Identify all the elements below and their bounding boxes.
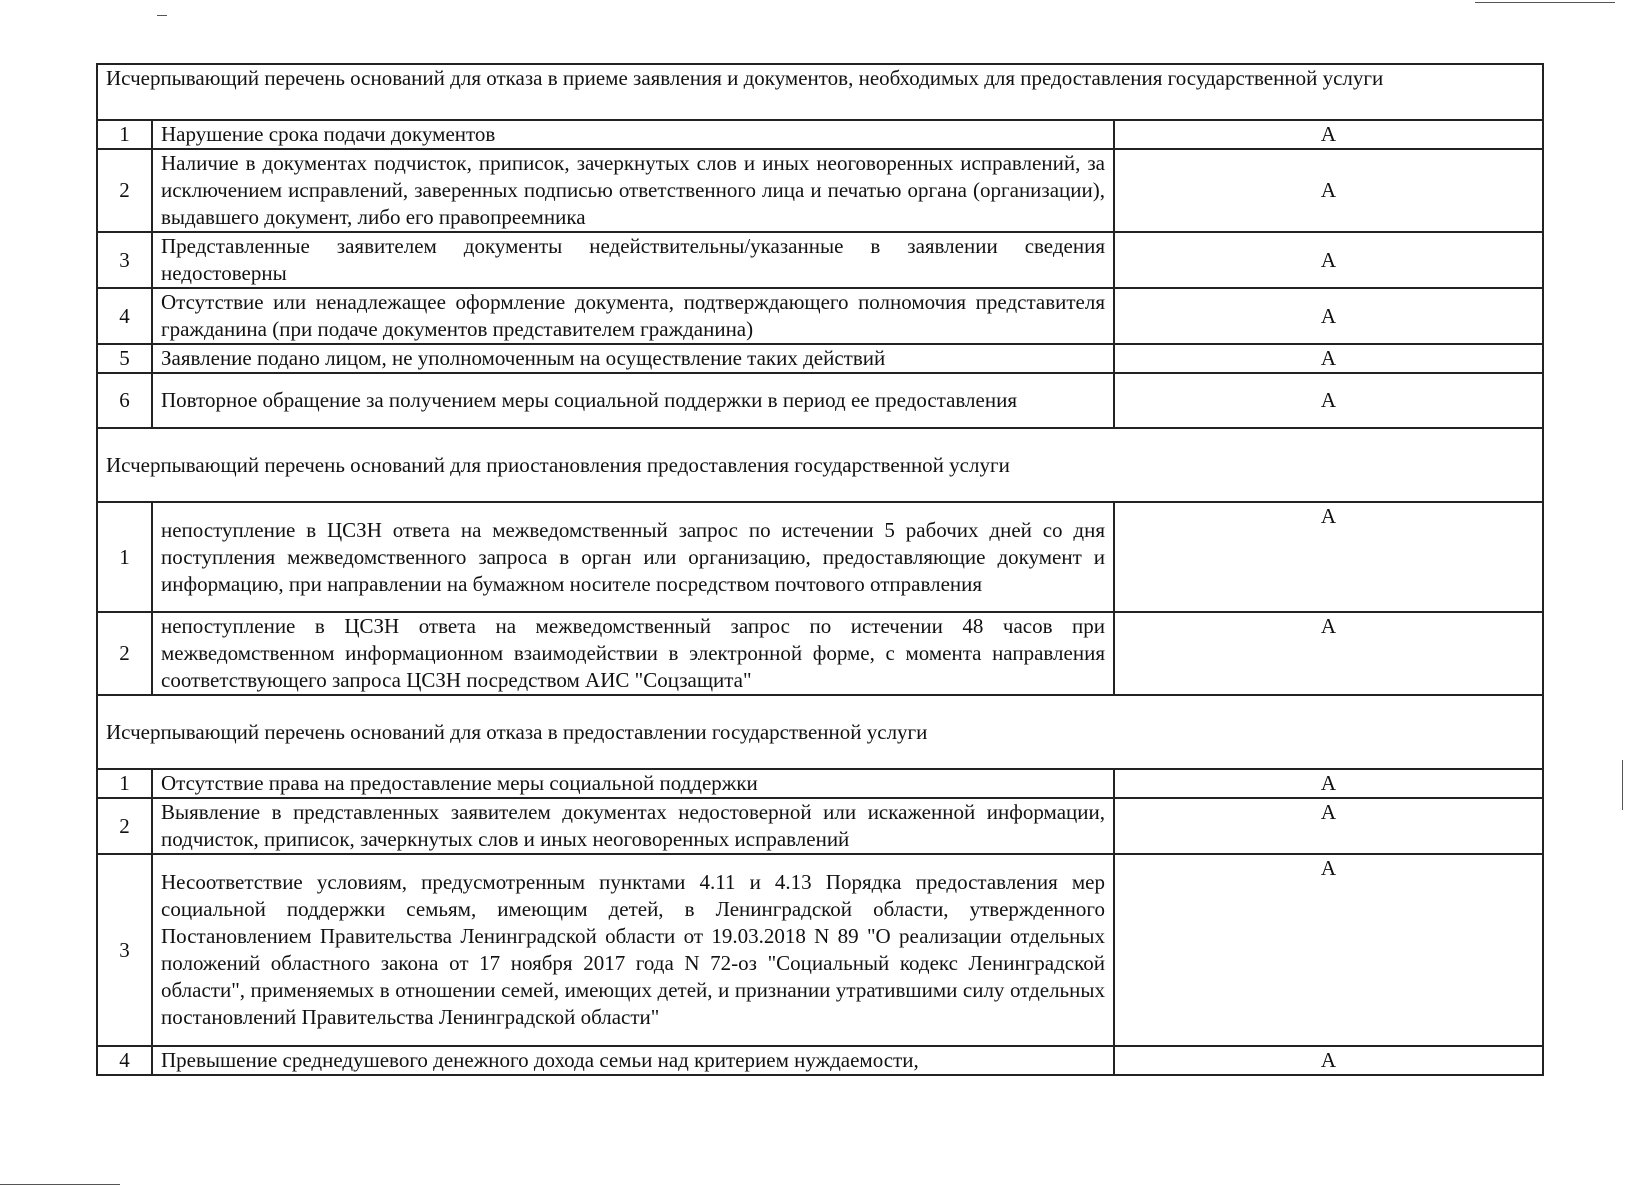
row-text: Заявление подано лицом, не уполномоченным на осуществление таких действий [152,344,1114,373]
row-text: непоступление в ЦСЗН ответа на межведомственный запрос по истечении 48 часов при межведомственном информационном взаимодействии в электронной форме, с момента направления соответствующего запроса ЦСЗН посредством АИС "Соцзащита" [152,612,1114,695]
row-number: 2 [97,612,152,695]
row-value: А [1114,344,1543,373]
table-row [97,612,1543,695]
row-text: Нарушение срока подачи документов [152,120,1114,149]
row-text: Выявление в представленных заявителем документах недостоверной или искаженной информации, подчисток, приписок, зачеркнутых слов и иных неоговоренных исправлений [152,798,1114,854]
table-row [97,769,1543,798]
section-heading-row [97,64,1543,120]
row-text: Отсутствие права на предоставление меры социальной поддержки [152,769,1114,798]
scan-mark-right-edge [1622,760,1623,810]
row-number: 4 [97,1046,152,1075]
row-text: Отсутствие или ненадлежащее оформление документа, подтверждающего полномочия представителя гражданина (при подаче документов представителем гражданина) [152,288,1114,344]
table-row [97,502,1543,612]
section-heading-row [97,695,1543,769]
row-value: А [1114,1046,1543,1075]
row-number: 4 [97,288,152,344]
row-number: 1 [97,769,152,798]
table-row [97,120,1543,149]
row-value: А [1114,769,1543,798]
table-row [97,232,1543,288]
table-row [97,373,1543,428]
row-number: 3 [97,854,152,1046]
row-value: А [1114,120,1543,149]
row-number: 3 [97,232,152,288]
row-number: 2 [97,149,152,232]
scan-mark-top-left [157,15,167,16]
grounds-table [96,63,1544,1076]
section-heading-row [97,428,1543,502]
section-heading-refusal-acceptance: Исчерпывающий перечень оснований для отказа в приеме заявления и документов, необходимых для предоставления государственной услуги [97,64,1543,120]
row-value: А [1114,232,1543,288]
row-number: 2 [97,798,152,854]
section-heading-suspension: Исчерпывающий перечень оснований для приостановления предоставления государственной услуги [97,428,1543,502]
row-text: Превышение среднедушевого денежного дохода семьи над критерием нуждаемости, [152,1046,1114,1075]
row-text: Представленные заявителем документы недействительны/указанные в заявлении сведения недостоверны [152,232,1114,288]
table-row [97,149,1543,232]
table-row [97,1046,1543,1075]
section-heading-refusal-provision: Исчерпывающий перечень оснований для отказа в предоставлении государственной услуги [97,695,1543,769]
row-value: А [1114,854,1543,1046]
row-value: А [1114,149,1543,232]
table-row [97,854,1543,1046]
row-value: А [1114,612,1543,695]
row-text: Повторное обращение за получением меры социальной поддержки в период ее предоставления [152,373,1114,428]
row-text: непоступление в ЦСЗН ответа на межведомственный запрос по истечении 5 рабочих дней со дня поступления межведомственного запроса в орган или организацию, предоставляющие документ и информацию, при направлении на бумажном носителе посредством почтового отправления [152,502,1114,612]
table-row [97,288,1543,344]
row-text: Несоответствие условиям, предусмотренным пунктами 4.11 и 4.13 Порядка предоставления мер социальной поддержки семьям, имеющим детей, в Ленинградской области, утвержденного Постановлением Правительства Ленинградской области от 19.03.2018 N 89 "О реализации отдельных положений областного закона от 17 ноября 2017 года N 72-оз "Социальный кодекс Ленинградской области", применяемых в отношении семей, имеющих детей, и признании утратившими силу отдельных постановлений Правительства Ленинградской области" [152,854,1114,1046]
row-number: 6 [97,373,152,428]
row-number: 1 [97,120,152,149]
scan-mark-top-right [1475,2,1615,3]
table-row [97,344,1543,373]
row-text: Наличие в документах подчисток, приписок, зачеркнутых слов и иных неоговоренных исправлений, за исключением исправлений, заверенных подписью ответственного лица и печатью органа (организации), выдавшего документ, либо его правопреемника [152,149,1114,232]
row-value: А [1114,373,1543,428]
row-number: 1 [97,502,152,612]
row-value: А [1114,798,1543,854]
row-value: А [1114,502,1543,612]
row-value: А [1114,288,1543,344]
table-row [97,798,1543,854]
row-number: 5 [97,344,152,373]
scan-mark-bottom-left [0,1184,120,1185]
